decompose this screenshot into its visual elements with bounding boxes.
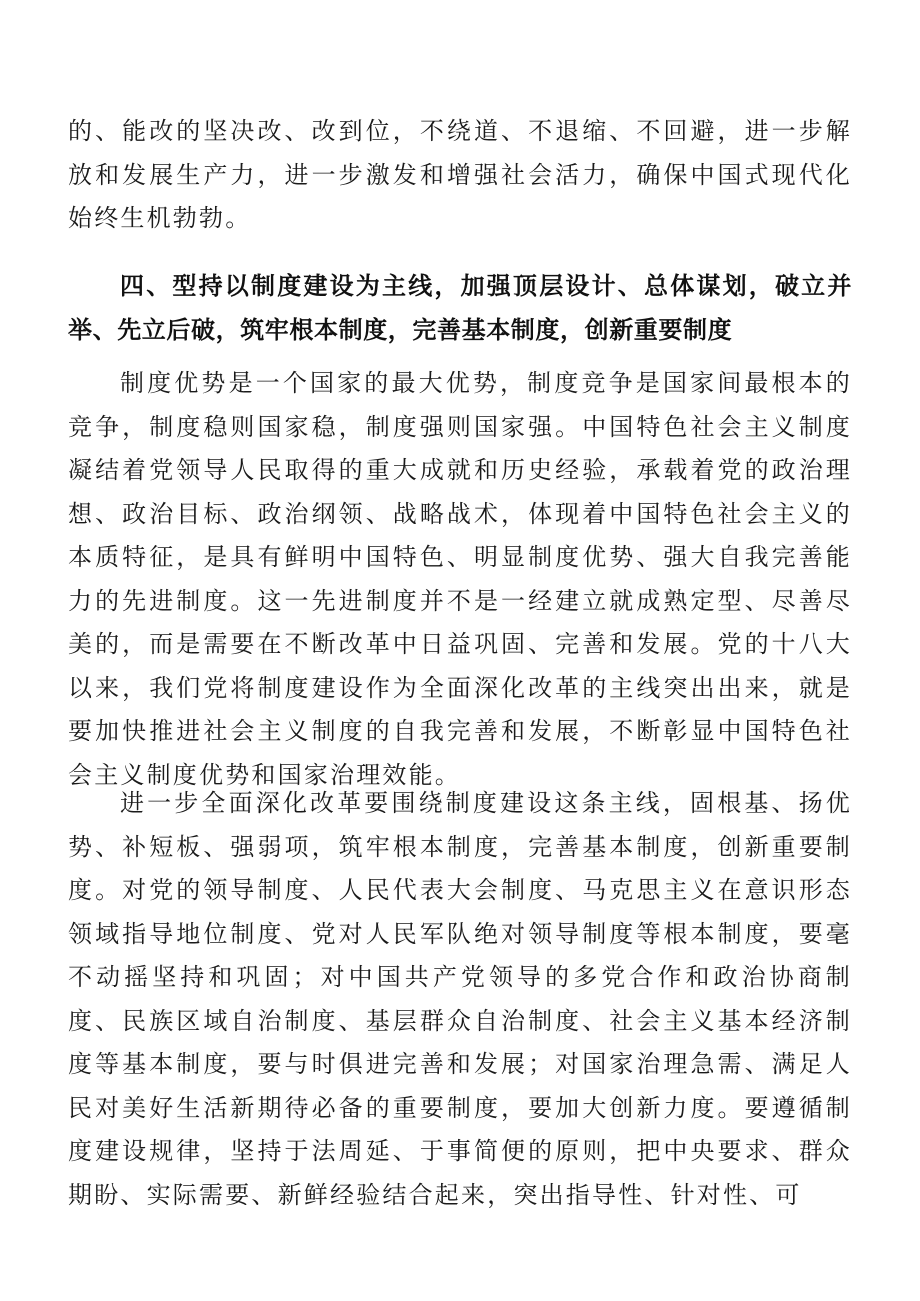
body-paragraph-1: 制度优势是一个国家的最大优势，制度竞争是国家间最根本的竞争，制度稳则国家稳，制度强则国家强。中国特色社会主义制度凝结着党领导人民取得的重大成就和历史经验，承载着党的政治理想、政治目标、政治纲领、战略战术，体现着中国特色社会主义的本质特征，是具有鲜明中国特色、明显制度优势、强大自我完善能力的先进制度。这一先进制度并不是一经建立就成熟定型、尽善尽美的，而是需要在不断改革中日益巩固、完善和发展。党的十八大以来，我们党将制度建设作为全面深化改革的主线突出出来，就是要加快推进社会主义制度的自我完善和发展，不断彰显中国特色社会主义制度优势和国家治理效能。 (68, 369, 852, 789)
paragraph-continued: 的、能改的坚决改、改到位，不绕道、不退缩、不回避，进一步解放和发展生产力，进一步激发和增强社会活力，确保中国式现代化始终生机勃勃。 (68, 117, 852, 232)
body-paragraph-2: 进一步全面深化改革要围绕制度建设这条主线，固根基、扬优势、补短板、强弱项，筑牢根本制度，完善基本制度，创新重要制度。对党的领导制度、人民代表大会制度、马克思主义在意识形态领域指导地位制度、党对人民军队绝对领导制度等根本制度，要毫不动摇坚持和巩固；对中国共产党领导的多党合作和政治协商制度、民族区域自治制度、基层群众自治制度、社会主义基本经济制度等基本制度，要与时俱进完善和发展；对国家治理急需、满足人民对美好生活新期待必备的重要制度，要加大创新力度。要遵循制度建设规律，坚持于法周延、于事简便的原则，把中央要求、群众期盼、实际需要、新鲜经验结合起来，突出指导性、针对性、可 (68, 789, 852, 1209)
section-heading: 四、型持以制度建设为主线，加强顶层设计、总体谋划，破立并举、先立后破，筑牢根本制度，完善基本制度，创新重要制度 (68, 272, 852, 344)
